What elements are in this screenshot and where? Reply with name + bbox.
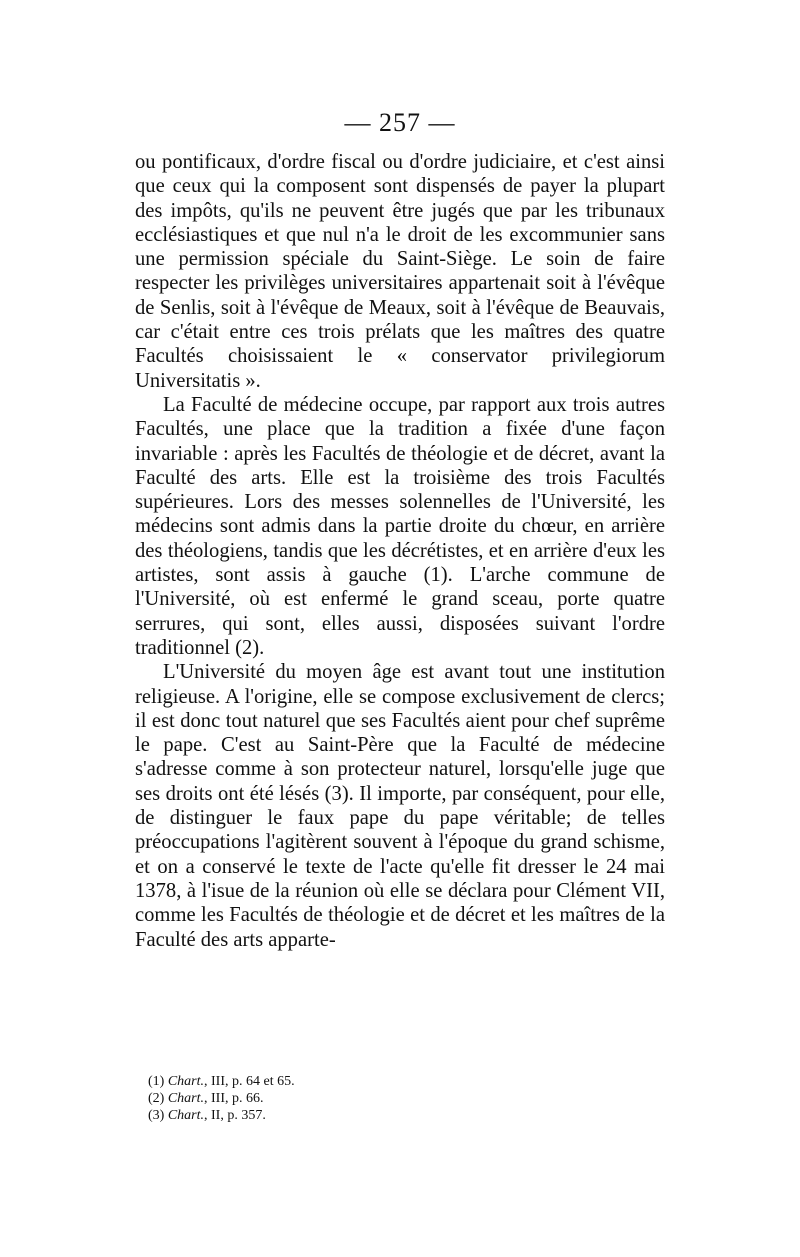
body-text xyxy=(135,150,665,952)
footnote-number: (3) xyxy=(148,1108,165,1123)
footnote xyxy=(148,1107,295,1124)
paragraph: L'Université du moyen âge est avant tout une institution religieuse. A l'origine, elle se compose exclusivement de clercs; il est donc tout naturel que ses Facultés aient pour chef suprême le pape. C'est au Saint-Père que la Faculté de médecine s'adresse comme à son protecteur naturel, lorsqu'elle juge que ses droits ont été lésés (3). Il importe, par conséquent, pour elle, de distinguer le faux pape du pape véritable; de telles préoccupations l'agitèrent souvent à l'époque du grand schisme, et on a conservé le texte de l'acte qu'elle fit dresser le 24 mai 1378, à l'isue de la réunion où elle se déclara pour Clément VII, comme les Facultés de théologie et de décret et les maîtres de la Faculté des arts apparte- xyxy=(135,661,665,951)
footnote-number: (2) xyxy=(148,1091,165,1106)
footnote-source: Chart. xyxy=(167,1091,205,1106)
footnote-reference: , III, p. 66. xyxy=(204,1091,264,1106)
footnote-reference: , III, p. 64 et 65. xyxy=(204,1074,295,1089)
footnote xyxy=(148,1090,295,1107)
paragraph: La Faculté de médecine occupe, par rapport aux trois autres Facultés, une place que la tradition a fixée d'une façon invariable : après les Facultés de théologie et de décret, avant la Faculté des arts. Elle est la troisième des trois Facultés supérieures. Lors des messes solennelles de l'Université, les médecins sont admis dans la partie droite du chœur, en arrière des théologiens, tandis que les décrétistes, et en arrière d'eux les artistes, sont assis à gauche (1). L'arche commune de l'Université, où est enfermé le grand sceau, porte quatre serrures, qui sont, elles aussi, disposées suivant l'ordre traditionnel (2). xyxy=(135,393,665,659)
footnotes xyxy=(148,1073,295,1124)
paragraph: ou pontificaux, d'ordre fiscal ou d'ordre judiciaire, et c'est ainsi que ceux qui la composent sont dispensés de payer la plupart des impôts, qu'ils ne peuvent être jugés que par les tribunaux ecclésiastiques et que nul n'a le droit de les excommunier sans une permission spéciale du Saint-Siège. Le soin de faire respecter les privilèges universitaires appartenait soit à l'évêque de Senlis, soit à l'évêque de Meaux, soit à l'évêque de Beauvais, car c'était entre ces trois prélats que les maîtres des quatre Facultés choisissaient le « conservator privilegiorum Universitatis ». xyxy=(135,151,665,392)
footnote-reference: , II, p. 357. xyxy=(204,1108,266,1123)
footnote-source: Chart. xyxy=(167,1074,205,1089)
footnote-number: (1) xyxy=(148,1074,165,1089)
page-number: — 257 — xyxy=(344,108,456,137)
footnote-source: Chart. xyxy=(167,1108,205,1123)
footnote xyxy=(148,1073,295,1090)
